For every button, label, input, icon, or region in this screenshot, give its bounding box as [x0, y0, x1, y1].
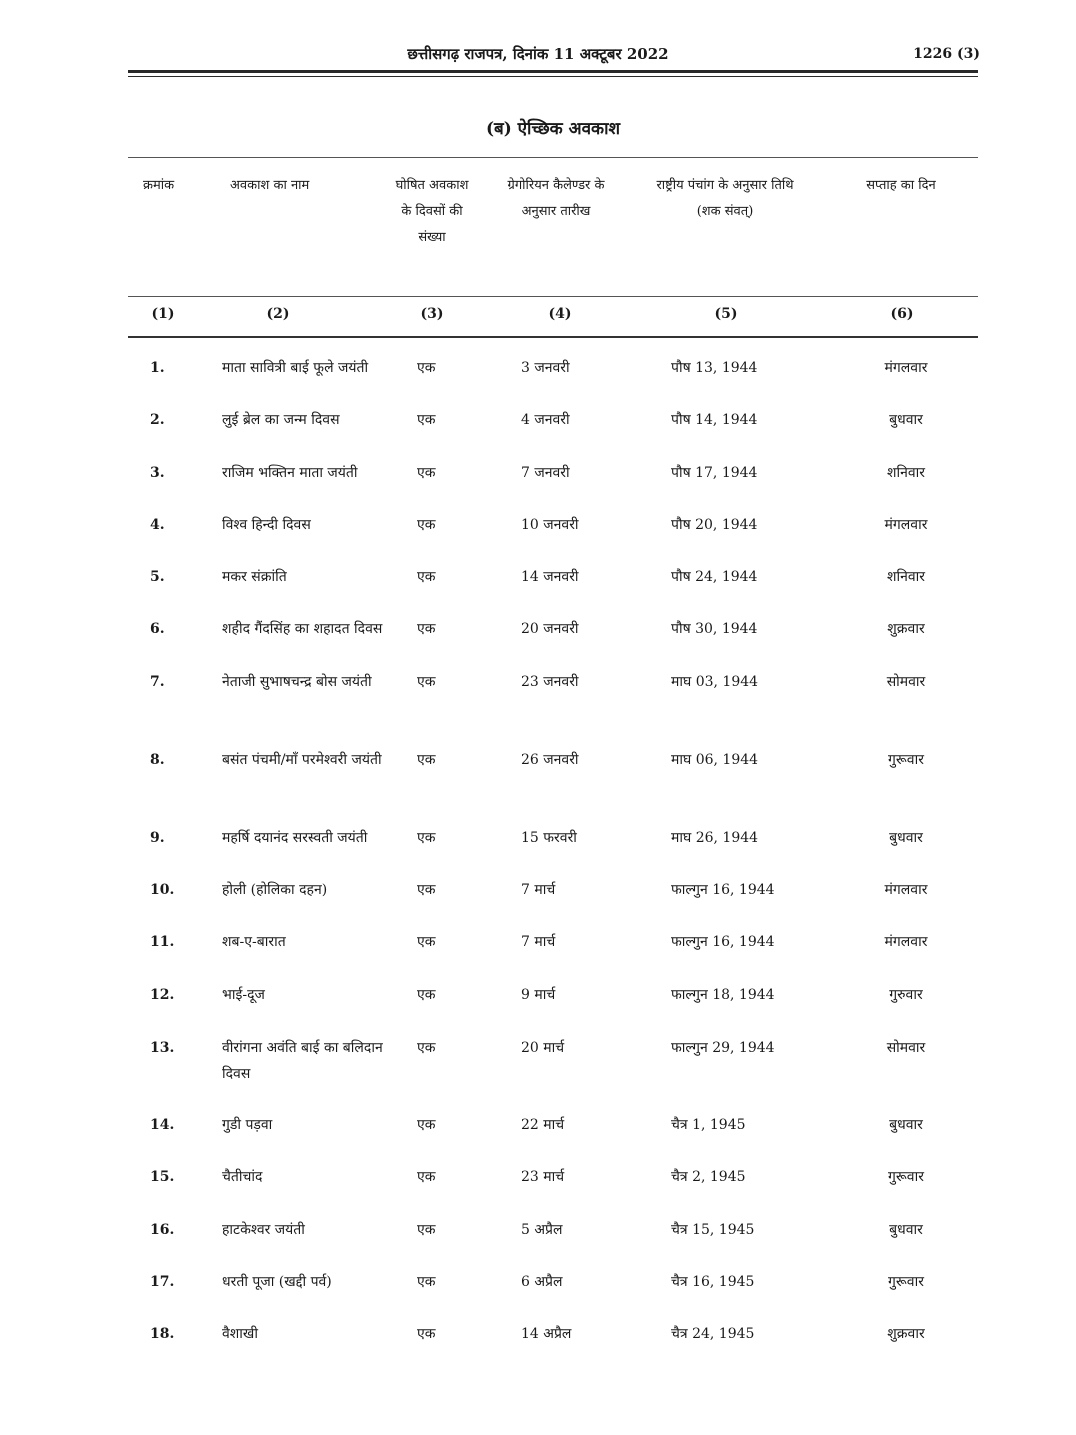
row-days-count: एक — [417, 517, 436, 533]
row-weekday: बुधवार — [889, 1222, 923, 1238]
row-gregorian-date: 7 मार्च — [521, 934, 556, 950]
row-saka-date: चैत्र 24, 1945 — [671, 1326, 755, 1342]
row-serial: 17. — [150, 1274, 175, 1290]
row-holiday-name: शब-ए-बारात — [222, 934, 286, 950]
row-serial: 10. — [150, 882, 175, 898]
row-weekday: शुक्रवार — [887, 621, 925, 637]
row-days-count: एक — [417, 1169, 436, 1185]
row-weekday: गुरूवार — [888, 1274, 924, 1290]
row-saka-date: चैत्र 15, 1945 — [671, 1222, 755, 1238]
row-serial: 1. — [150, 360, 165, 376]
header-rule-thin — [128, 76, 978, 77]
row-serial: 8. — [150, 752, 165, 768]
row-days-count: एक — [417, 1222, 436, 1238]
column-header-holiday-name: अवकाश का नाम — [230, 178, 310, 193]
row-serial: 3. — [150, 465, 165, 481]
column-numbers-rule — [128, 336, 978, 338]
row-saka-date: पौष 30, 1944 — [671, 621, 758, 637]
row-gregorian-date: 4 जनवरी — [521, 412, 570, 428]
row-gregorian-date: 23 जनवरी — [521, 674, 579, 690]
row-days-count: एक — [417, 412, 436, 428]
row-holiday-name: नेताजी सुभाषचन्द्र बोस जयंती — [222, 674, 372, 690]
row-holiday-name: वैशाखी — [222, 1326, 259, 1342]
column-header-saka-date: राष्ट्रीय पंचांग के अनुसार तिथि (शक संवत्) — [656, 178, 794, 219]
row-days-count: एक — [417, 830, 436, 846]
row-gregorian-date: 22 मार्च — [521, 1117, 565, 1133]
row-weekday: सोमवार — [886, 674, 926, 690]
row-gregorian-date: 23 मार्च — [521, 1169, 565, 1185]
table-top-rule — [128, 157, 978, 158]
row-serial: 7. — [150, 674, 165, 690]
row-holiday-name: भाई-दूज — [222, 987, 265, 1003]
row-weekday: शुक्रवार — [887, 1326, 925, 1342]
row-saka-date: पौष 20, 1944 — [671, 517, 758, 533]
row-serial: 6. — [150, 621, 165, 637]
column-number-5: (5) — [714, 306, 738, 322]
row-days-count: एक — [417, 1117, 436, 1133]
row-holiday-name: हाटकेश्वर जयंती — [222, 1222, 305, 1238]
row-gregorian-date: 15 फरवरी — [521, 830, 577, 846]
row-days-count: एक — [417, 987, 436, 1003]
row-days-count: एक — [417, 569, 436, 585]
row-saka-date: माघ 03, 1944 — [671, 674, 759, 690]
row-holiday-name: महर्षि दयानंद सरस्वती जयंती — [222, 830, 368, 846]
row-days-count: एक — [417, 882, 436, 898]
row-weekday: मंगलवार — [884, 360, 928, 376]
row-gregorian-date: 5 अप्रैल — [521, 1222, 563, 1238]
column-number-3: (3) — [420, 306, 444, 322]
row-days-count: एक — [417, 752, 436, 768]
column-header-gregorian-date: ग्रेगोरियन कैलेण्डर के अनुसार तारीख — [507, 178, 605, 219]
row-serial: 12. — [150, 987, 175, 1003]
row-weekday: गुरुवार — [889, 987, 923, 1003]
row-saka-date: पौष 13, 1944 — [671, 360, 758, 376]
row-saka-date: चैत्र 16, 1945 — [671, 1274, 755, 1290]
row-saka-date: फाल्गुन 16, 1944 — [671, 934, 775, 950]
row-gregorian-date: 20 जनवरी — [521, 621, 579, 637]
page-number: 1226 (3) — [913, 46, 980, 62]
row-gregorian-date: 14 जनवरी — [521, 569, 579, 585]
row-serial: 9. — [150, 830, 165, 846]
row-serial: 15. — [150, 1169, 175, 1185]
column-header-weekday: सप्ताह का दिन — [866, 178, 936, 193]
row-weekday: मंगलवार — [884, 882, 928, 898]
row-holiday-name: माता सावित्री बाई फूले जयंती — [222, 360, 369, 376]
row-holiday-name: होली (होलिका दहन) — [222, 882, 328, 898]
row-saka-date: पौष 24, 1944 — [671, 569, 758, 585]
row-saka-date: माघ 06, 1944 — [671, 752, 759, 768]
row-days-count: एक — [417, 674, 436, 690]
page-header-title: छत्तीसगढ़ राजपत्र, दिनांक 11 अक्टूबर 2022 — [407, 45, 669, 63]
row-saka-date: पौष 14, 1944 — [671, 412, 758, 428]
row-weekday: सोमवार — [886, 1040, 926, 1056]
row-saka-date: चैत्र 1, 1945 — [671, 1117, 746, 1133]
row-holiday-name: शहीद गैंदसिंह का शहादत दिवस — [222, 621, 383, 637]
row-days-count: एक — [417, 1274, 436, 1290]
row-holiday-name: मकर संक्रांति — [222, 569, 287, 585]
row-days-count: एक — [417, 360, 436, 376]
column-headers-rule — [128, 296, 978, 297]
row-saka-date: चैत्र 2, 1945 — [671, 1169, 746, 1185]
column-number-1: (1) — [151, 306, 175, 322]
row-serial: 4. — [150, 517, 165, 533]
row-gregorian-date: 6 अप्रैल — [521, 1274, 563, 1290]
column-number-4: (4) — [548, 306, 572, 322]
row-serial: 11. — [150, 934, 175, 950]
row-saka-date: फाल्गुन 16, 1944 — [671, 882, 775, 898]
row-serial: 18. — [150, 1326, 175, 1342]
row-holiday-name: विश्व हिन्दी दिवस — [222, 517, 311, 533]
column-number-6: (6) — [890, 306, 914, 322]
row-weekday: शनिवार — [886, 465, 926, 481]
row-holiday-name: गुडी पड़वा — [222, 1117, 273, 1133]
row-weekday: मंगलवार — [884, 934, 928, 950]
row-days-count: एक — [417, 1326, 436, 1342]
row-weekday: बुधवार — [889, 1117, 923, 1133]
row-gregorian-date: 7 जनवरी — [521, 465, 570, 481]
row-holiday-name: वीरांगना अवंति बाई का बलिदान दिवस — [222, 1040, 383, 1082]
row-days-count: एक — [417, 934, 436, 950]
row-serial: 2. — [150, 412, 165, 428]
row-gregorian-date: 20 मार्च — [521, 1040, 565, 1056]
row-weekday: बुधवार — [889, 412, 923, 428]
row-weekday: बुधवार — [889, 830, 923, 846]
column-number-2: (2) — [266, 306, 290, 322]
section-title: (ब) ऐच्छिक अवकाश — [485, 119, 621, 139]
row-weekday: शनिवार — [886, 569, 926, 585]
row-holiday-name: लुई ब्रेल का जन्म दिवस — [222, 412, 340, 428]
row-gregorian-date: 14 अप्रैल — [521, 1326, 572, 1342]
row-serial: 14. — [150, 1117, 175, 1133]
row-saka-date: पौष 17, 1944 — [671, 465, 758, 481]
row-holiday-name: राजिम भक्तिन माता जयंती — [222, 465, 358, 481]
header-rule-thick — [128, 70, 978, 73]
row-saka-date: फाल्गुन 18, 1944 — [671, 987, 775, 1003]
row-weekday: गुरूवार — [888, 1169, 924, 1185]
column-header-days-count: घोषित अवकाश के दिवसों की संख्या — [395, 178, 469, 245]
row-gregorian-date: 7 मार्च — [521, 882, 556, 898]
row-saka-date: फाल्गुन 29, 1944 — [671, 1040, 775, 1056]
row-weekday: गुरूवार — [888, 752, 924, 768]
row-holiday-name: बसंत पंचमी/माँ परमेश्वरी जयंती — [222, 752, 382, 768]
row-days-count: एक — [417, 621, 436, 637]
row-days-count: एक — [417, 465, 436, 481]
row-gregorian-date: 3 जनवरी — [521, 360, 570, 376]
row-holiday-name: धरती पूजा (खद्दी पर्व) — [222, 1274, 332, 1290]
row-serial: 16. — [150, 1222, 175, 1238]
row-saka-date: माघ 26, 1944 — [671, 830, 759, 846]
row-weekday: मंगलवार — [884, 517, 928, 533]
row-serial: 5. — [150, 569, 165, 585]
row-gregorian-date: 10 जनवरी — [521, 517, 579, 533]
column-header-serial: क्रमांक — [143, 178, 175, 193]
row-holiday-name: चैतीचांद — [222, 1169, 263, 1185]
row-gregorian-date: 9 मार्च — [521, 987, 556, 1003]
row-serial: 13. — [150, 1040, 175, 1056]
row-days-count: एक — [417, 1040, 436, 1056]
row-gregorian-date: 26 जनवरी — [521, 752, 579, 768]
